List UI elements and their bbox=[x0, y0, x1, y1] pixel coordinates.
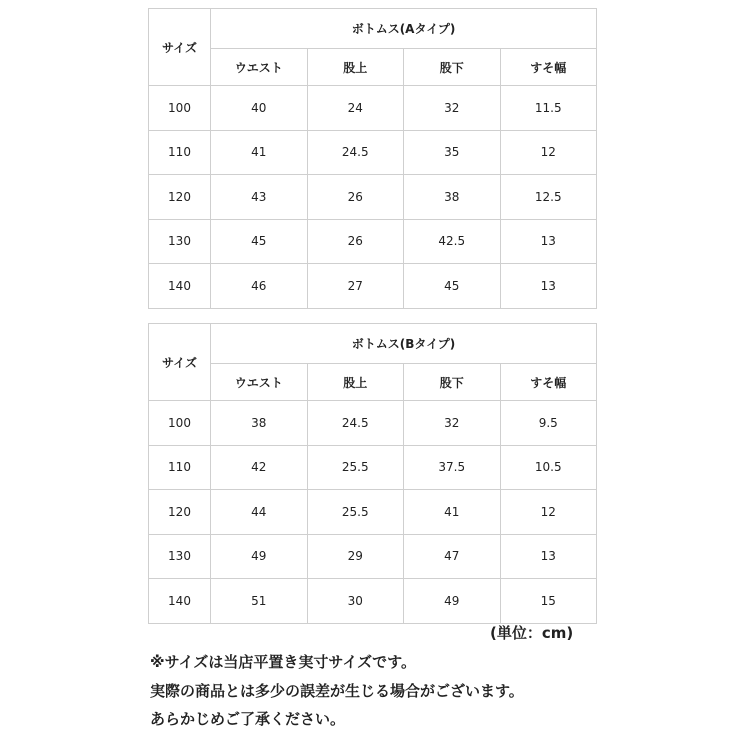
table-cell: 51 bbox=[211, 579, 308, 624]
size-cell: 140 bbox=[149, 579, 211, 624]
table-cell: 9.5 bbox=[500, 401, 597, 446]
notes-block bbox=[150, 648, 524, 734]
table-cell: 11.5 bbox=[500, 86, 597, 131]
table-cell: 25.5 bbox=[307, 445, 404, 490]
table-cell: 42 bbox=[211, 445, 308, 490]
note-line: ※サイズは当店平置き実寸サイズです。 bbox=[150, 653, 416, 671]
size-cell: 100 bbox=[149, 86, 211, 131]
note-line: 実際の商品とは多少の誤差が生じる場合がございます。 bbox=[150, 681, 524, 700]
table-cell: 44 bbox=[211, 490, 308, 535]
table-title: ボトムス(Aタイプ) bbox=[211, 9, 597, 49]
table-row bbox=[149, 219, 597, 264]
column-header-waist: ウエスト bbox=[211, 364, 308, 401]
size-cell: 110 bbox=[149, 130, 211, 175]
table-cell: 15 bbox=[500, 579, 597, 624]
table-cell: 10.5 bbox=[500, 445, 597, 490]
size-table-b bbox=[148, 323, 597, 624]
table-row bbox=[149, 490, 597, 535]
table-cell: 38 bbox=[404, 175, 501, 220]
column-header-rise: 股上 bbox=[307, 49, 404, 86]
size-header: サイズ bbox=[149, 324, 211, 401]
table-cell: 41 bbox=[211, 130, 308, 175]
table-cell: 41 bbox=[404, 490, 501, 535]
size-cell: 130 bbox=[149, 534, 211, 579]
table-cell: 27 bbox=[307, 264, 404, 309]
table-cell: 45 bbox=[211, 219, 308, 264]
column-header-waist: ウエスト bbox=[211, 49, 308, 86]
table-row bbox=[149, 445, 597, 490]
table-cell: 46 bbox=[211, 264, 308, 309]
table-cell: 12 bbox=[500, 130, 597, 175]
table-cell: 37.5 bbox=[404, 445, 501, 490]
column-header-hem-width: すそ幅 bbox=[500, 49, 597, 86]
table-cell: 26 bbox=[307, 219, 404, 264]
table-cell: 13 bbox=[500, 264, 597, 309]
table-cell: 45 bbox=[404, 264, 501, 309]
table-cell: 38 bbox=[211, 401, 308, 446]
size-cell: 100 bbox=[149, 401, 211, 446]
table-cell: 49 bbox=[404, 579, 501, 624]
column-header-inseam: 股下 bbox=[404, 364, 501, 401]
table-cell: 13 bbox=[500, 534, 597, 579]
table-row bbox=[149, 264, 597, 309]
table-row bbox=[149, 175, 597, 220]
table-cell: 43 bbox=[211, 175, 308, 220]
table-cell: 29 bbox=[307, 534, 404, 579]
table-row bbox=[149, 579, 597, 624]
table-cell: 30 bbox=[307, 579, 404, 624]
table-title: ボトムス(Bタイプ) bbox=[211, 324, 597, 364]
table-cell: 42.5 bbox=[404, 219, 501, 264]
column-header-inseam: 股下 bbox=[404, 49, 501, 86]
table-cell: 35 bbox=[404, 130, 501, 175]
size-header: サイズ bbox=[149, 9, 211, 86]
table-row bbox=[149, 534, 597, 579]
table-cell: 25.5 bbox=[307, 490, 404, 535]
size-cell: 120 bbox=[149, 175, 211, 220]
table-cell: 24.5 bbox=[307, 130, 404, 175]
table-cell: 24.5 bbox=[307, 401, 404, 446]
unit-note: (単位：cm) bbox=[490, 624, 574, 642]
table-cell: 47 bbox=[404, 534, 501, 579]
note-line: あらかじめご了承ください。 bbox=[150, 710, 346, 728]
table-row bbox=[149, 401, 597, 446]
table-cell: 32 bbox=[404, 86, 501, 131]
size-cell: 130 bbox=[149, 219, 211, 264]
size-cell: 140 bbox=[149, 264, 211, 309]
table-row bbox=[149, 86, 597, 131]
table-cell: 32 bbox=[404, 401, 501, 446]
column-header-rise: 股上 bbox=[307, 364, 404, 401]
table-cell: 26 bbox=[307, 175, 404, 220]
table-cell: 12 bbox=[500, 490, 597, 535]
table-cell: 40 bbox=[211, 86, 308, 131]
column-header-hem-width: すそ幅 bbox=[500, 364, 597, 401]
table-cell: 24 bbox=[307, 86, 404, 131]
size-cell: 110 bbox=[149, 445, 211, 490]
table-cell: 49 bbox=[211, 534, 308, 579]
size-table-a bbox=[148, 8, 597, 309]
table-cell: 12.5 bbox=[500, 175, 597, 220]
size-cell: 120 bbox=[149, 490, 211, 535]
table-row bbox=[149, 130, 597, 175]
table-cell: 13 bbox=[500, 219, 597, 264]
